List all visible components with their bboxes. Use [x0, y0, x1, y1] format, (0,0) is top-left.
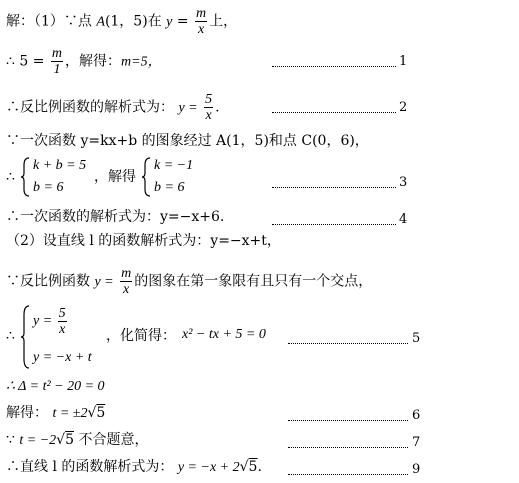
l9-frac-den: x — [59, 322, 66, 337]
l9-frac-num: 5 — [58, 306, 66, 321]
l8-frac-den: x — [123, 282, 130, 297]
l2-text-b: ，解得： — [65, 53, 122, 70]
l5-result-1: k = −1 — [154, 158, 194, 173]
l8-text: ∵反比例函数 — [6, 273, 90, 290]
score-leader-4 — [272, 224, 396, 225]
score-leader-3 — [272, 187, 396, 188]
score-9: 9 — [412, 462, 421, 477]
l5-eq-2: b = 6 — [33, 180, 64, 195]
l3-frac-num: 5 — [205, 92, 213, 107]
l2-frac-num: m — [51, 46, 63, 61]
l1-y: y — [166, 14, 173, 30]
l8-frac-num: m — [121, 266, 132, 281]
l1-frac-num: m — [196, 6, 207, 21]
line-3 — [6, 92, 220, 123]
l5-therefore: ∴ — [6, 169, 15, 185]
score-4: 4 — [399, 212, 408, 227]
line-6: ∴一次函数的解析式为：y=−x+6. — [6, 209, 225, 225]
l13-radicand: 5 — [248, 459, 258, 475]
l3-fraction — [204, 92, 213, 123]
l9-simplify-label: ，化简得： — [106, 328, 176, 344]
line-10: ∴ Δ = t² − 20 = 0 — [6, 379, 105, 394]
line-12 — [6, 431, 148, 450]
line-13 — [6, 458, 262, 477]
l9-eq-2: y = −x + t — [33, 350, 92, 365]
score-7: 7 — [412, 435, 421, 450]
score-1: 1 — [399, 54, 408, 69]
line-11 — [6, 404, 105, 423]
l1-point: A — [96, 14, 105, 30]
l8-y: y = — [94, 274, 114, 290]
l9-left-brace — [21, 305, 31, 369]
l2-text: ∴ 5 = — [6, 53, 45, 70]
line-2 — [6, 46, 162, 77]
l11-text: 解得： — [6, 405, 48, 421]
l5-right-brace — [142, 157, 152, 197]
line-8 — [6, 266, 372, 297]
score-leader-7 — [288, 447, 408, 448]
l1-text-b: 在 — [147, 13, 162, 30]
l12-expr: t = −2 — [19, 433, 57, 448]
score-leader-9 — [288, 474, 408, 475]
line-1 — [6, 6, 237, 37]
l3-frac-den: x — [205, 108, 212, 123]
l12-text: 不合题意， — [78, 432, 149, 448]
l13-text: ∴直线 l 的函数解析式为： — [6, 459, 174, 475]
l11-sqrt-sign: √ — [87, 405, 97, 421]
l12-radicand: 5 — [65, 432, 75, 448]
l11-radicand: 5 — [96, 405, 106, 421]
score-2: 2 — [399, 100, 408, 115]
l9-fraction — [58, 306, 67, 337]
l2-frac-den: 1 — [53, 62, 61, 77]
score-6: 6 — [412, 408, 421, 423]
l9-therefore: ∴ — [6, 328, 15, 344]
l9-eq-1-lhs: y = — [33, 313, 53, 329]
l12-because: ∵ — [6, 432, 15, 448]
l3-y: y = — [178, 100, 198, 116]
l1-point-coords: (1，5) — [104, 13, 148, 30]
l13-dot: . — [257, 459, 262, 475]
l8-text-b: 的图象在第一象限有且只有一个交点， — [134, 273, 373, 290]
l13-expr: y = −x + 2 — [177, 460, 240, 475]
l2-result: m=5， — [121, 54, 162, 70]
l3-dot: . — [215, 99, 220, 116]
line-4: ∵一次函数 y=kx+b 的图象经过 A(1，5)和点 C(0，6)， — [6, 133, 369, 149]
l1-eq: = — [176, 13, 189, 30]
l9-eq-1 — [33, 306, 69, 337]
l3-text: ∴反比例函数的解析式为： — [6, 99, 174, 116]
l1-fraction — [195, 6, 207, 37]
l1-text: 解：（1）∵点 — [6, 13, 92, 30]
l5-solve-label: ，解得 — [94, 169, 136, 185]
l5-result-2: b = 6 — [154, 180, 185, 195]
score-leader-2 — [272, 112, 396, 113]
l2-fraction — [51, 46, 63, 77]
score-3: 3 — [399, 175, 408, 190]
l9-quadratic: x² − tx + 5 = 0 — [182, 327, 266, 342]
score-leader-6 — [288, 420, 408, 421]
score-leader-1 — [272, 66, 396, 67]
l1-frac-den: x — [197, 22, 205, 37]
l1-text-c: 上， — [209, 13, 238, 30]
l11-expr: t = ±2 — [52, 406, 88, 421]
l5-left-brace — [21, 157, 31, 197]
l8-fraction — [120, 266, 132, 297]
score-5: 5 — [412, 331, 421, 346]
line-7: （2）设直线 l 的函数解析式为：y=−x+t， — [6, 233, 281, 249]
score-leader-5 — [288, 343, 408, 344]
l13-sqrt-sign: √ — [239, 459, 249, 475]
l12-sqrt-sign: √ — [56, 432, 66, 448]
l5-eq-1: k + b = 5 — [33, 158, 87, 173]
